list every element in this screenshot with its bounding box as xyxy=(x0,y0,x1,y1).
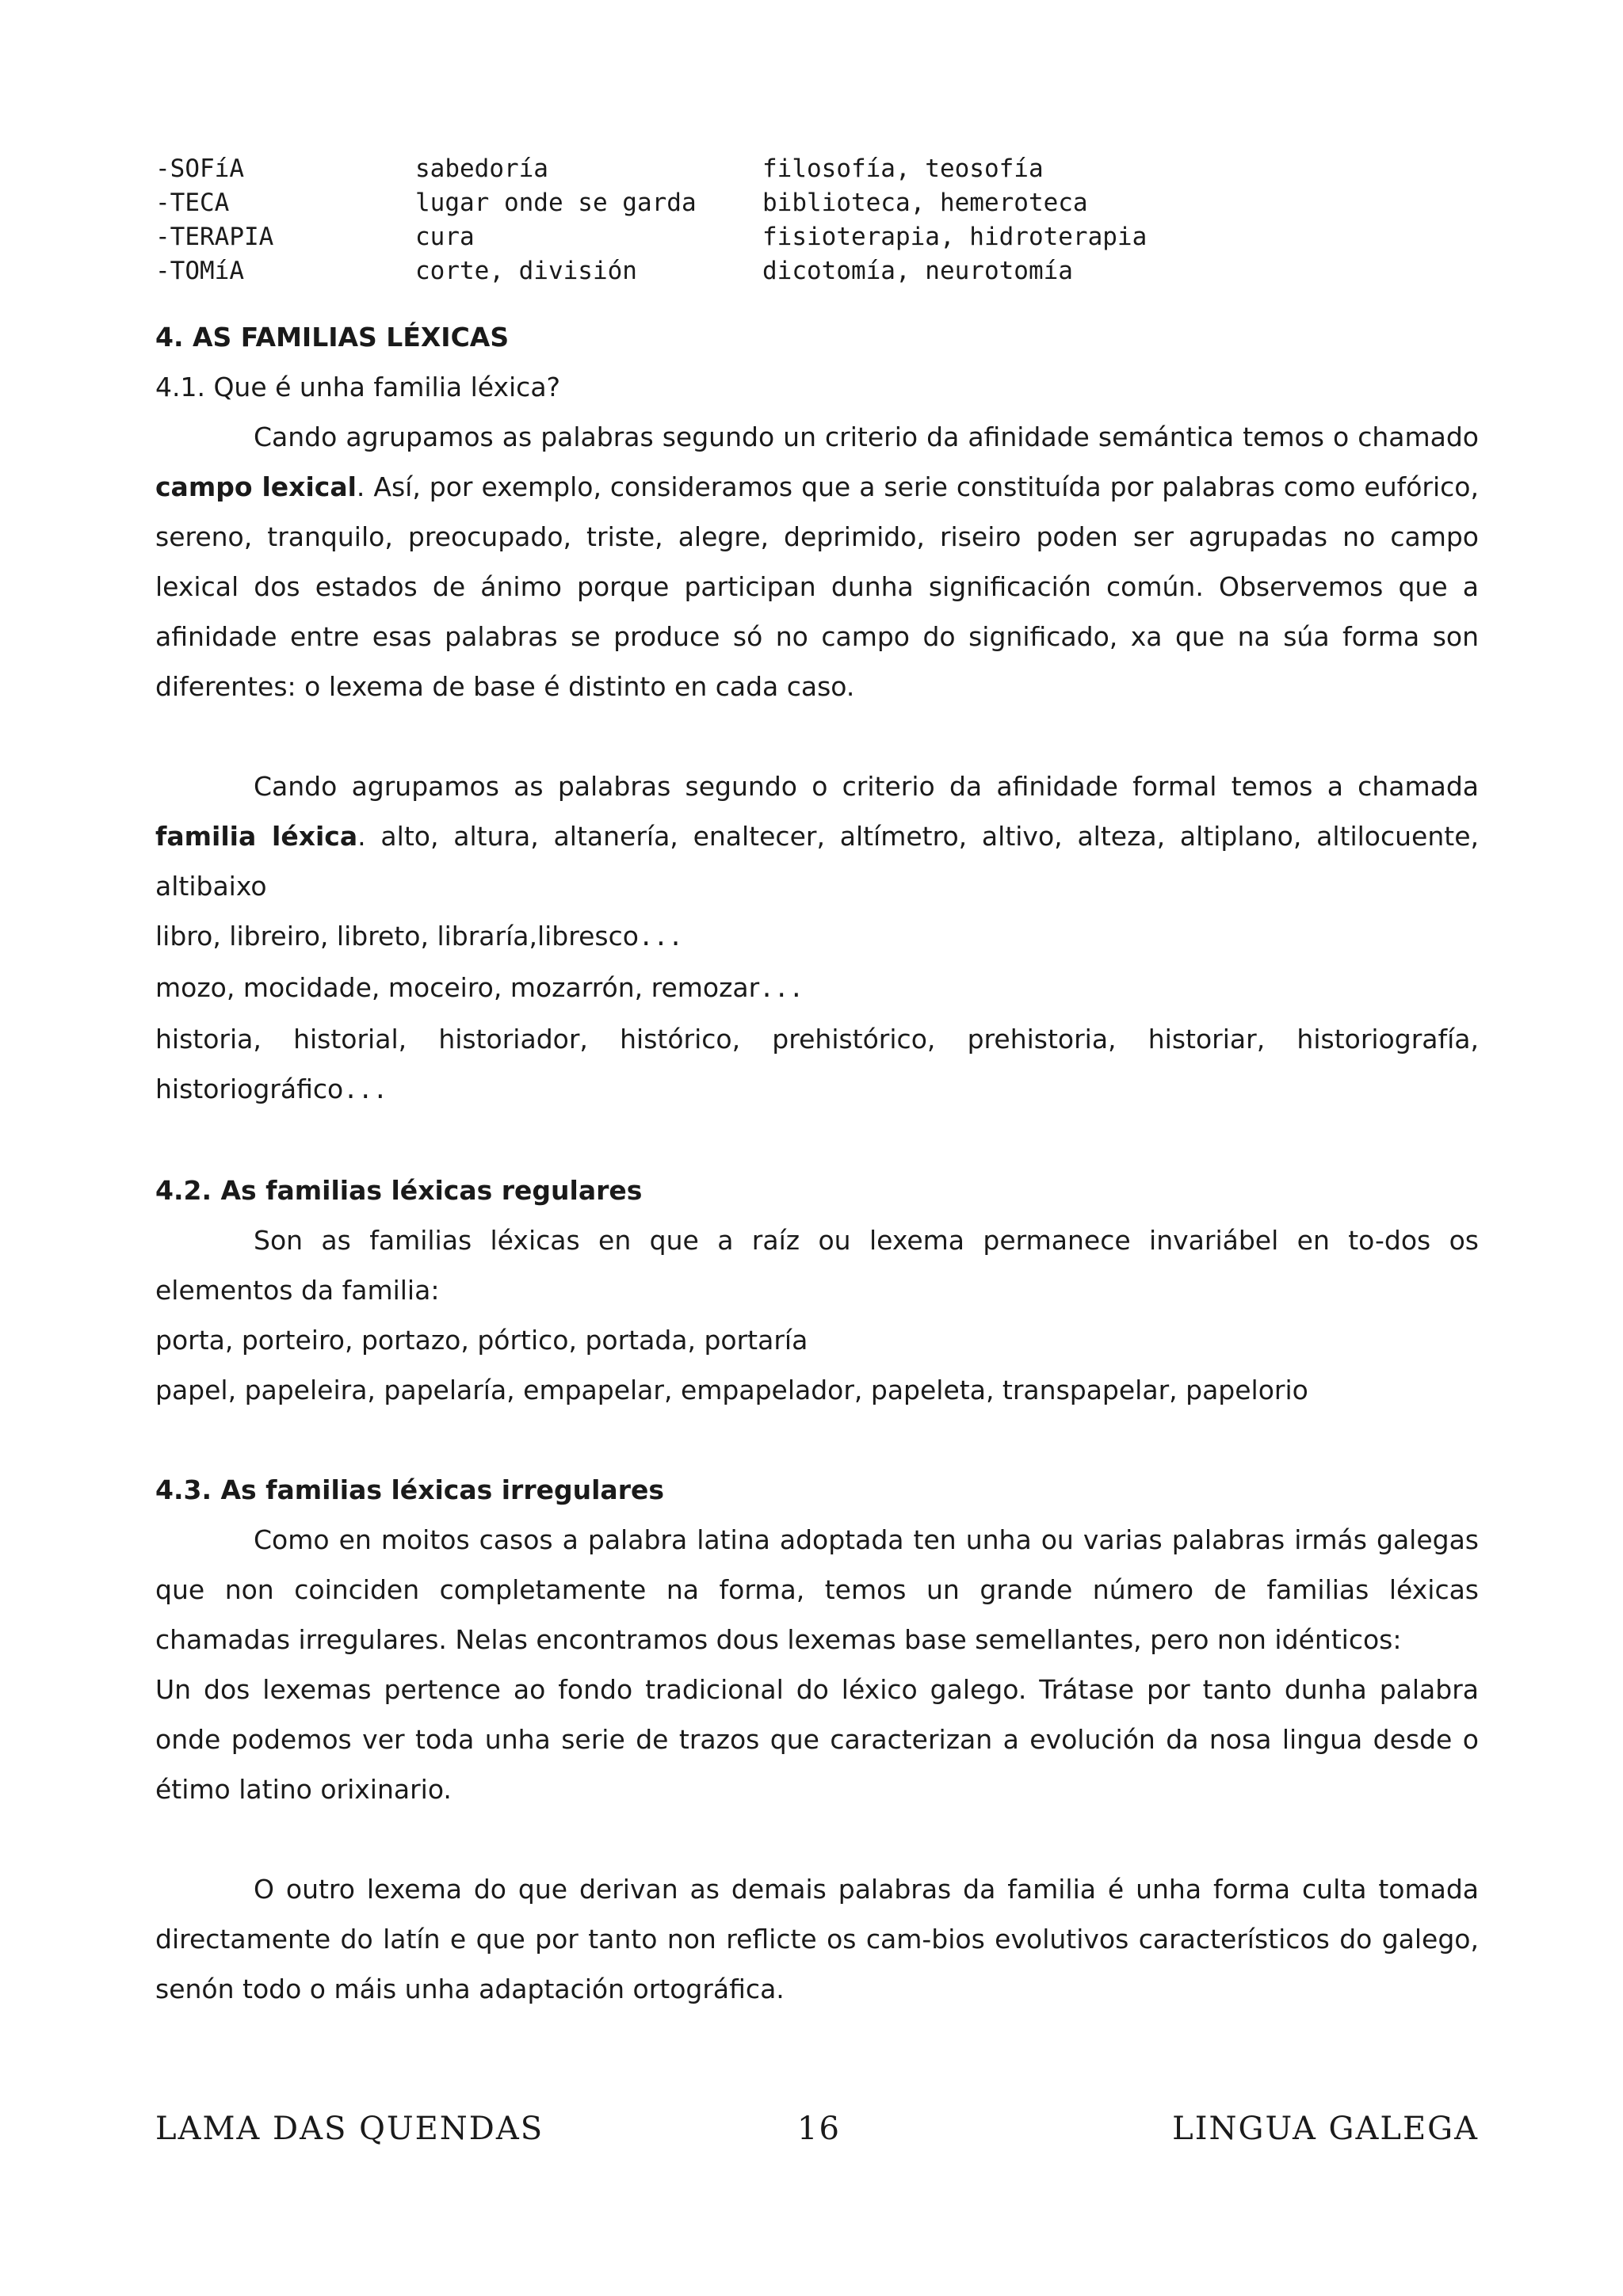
suffix-cell: -TECA xyxy=(155,189,230,217)
meaning-cell: cura xyxy=(415,223,475,251)
word-list-text: historia, historial, historiador, histórico, prehistórico, prehistoria, historiar, historiografía, historiográfico xyxy=(155,1024,1479,1104)
word-list xyxy=(155,1014,1479,1116)
paragraph: Son as familias léxicas en que a raíz ou lexema permanece invariábel en to-dos os elementos da familia: xyxy=(155,1225,1479,1306)
paragraph-familia-lexica xyxy=(155,761,1479,911)
meaning-cell: lugar onde se garda xyxy=(415,189,697,217)
examples-cell: biblioteca, hemeroteca xyxy=(762,189,1088,217)
paragraph: Un dos lexemas pertence ao fondo tradicional do léxico galego. Trátase por tanto dunha palabra onde podemos ver toda unha serie de trazos que caracterizan a evolución da nosa lingua desde o étimo latino orixinario. xyxy=(155,1674,1479,1805)
paragraph-campo-lexical xyxy=(155,412,1479,711)
paragraph-text: . Así, por exemplo, consideramos que a serie constituída por palabras como eufórico, sereno, tranquilo, preocupado, triste, alegre, deprimido, riseiro poden ser agrupadas no campo lexical dos estados de ánimo porque participan dunha significación común. Observemos que a afinidade entre esas palabras se produce só no campo do significado, xa que na súa forma son diferentes: o lexema de base é distinto en cada caso. xyxy=(155,471,1479,702)
ellipsis: ... xyxy=(759,974,804,1003)
section-heading: 4. AS FAMILIAS LÉXICAS xyxy=(155,322,510,353)
suffix-cell: -TERAPIA xyxy=(155,223,274,251)
footer-left-title: LAMA DAS QUENDAS xyxy=(155,2111,544,2147)
examples-cell: filosofía, teosofía xyxy=(762,154,1044,183)
suffix-cell: -SOFíA xyxy=(155,154,244,183)
bold-term: familia léxica xyxy=(155,821,358,852)
word-list: papel, papeleira, papelaría, empapelar, empapelador, papeleta, transpapelar, papelorio xyxy=(155,1375,1308,1405)
paragraph: O outro lexema do que derivan as demais palabras da familia é unha forma culta tomada directamente do latín e que por tanto non reflicte os cam-bios evolutivos característicos do galego, senón todo o máis unha adaptación ortográfica. xyxy=(155,1874,1479,2004)
bold-term: campo lexical xyxy=(155,471,357,502)
word-list xyxy=(155,963,1479,1014)
paragraph: Como en moitos casos a palabra latina adoptada ten unha ou varias palabras irmás galegas que non coinciden completamente na forma, temos un grande número de familias léxicas chamadas irregulares. Nelas encontramos dous lexemas base semellantes, pero non idénticos: xyxy=(155,1524,1479,1655)
word-list-text: mozo, mocidade, moceiro, mozarrón, remozar xyxy=(155,972,760,1003)
ellipsis: ... xyxy=(343,1076,388,1104)
subsection-heading: 4.2. As familias léxicas regulares xyxy=(155,1175,643,1206)
ellipsis: ... xyxy=(638,923,683,952)
footer-right-title: LINGUA GALEGA xyxy=(1172,2111,1479,2147)
suffix-cell: -TOMíA xyxy=(155,257,244,285)
meaning-cell: corte, división xyxy=(415,257,637,285)
paragraph-text: Cando agrupamos as palabras segundo un criterio da afinidade semántica temos o chamado xyxy=(254,421,1479,452)
paragraph-text: Cando agrupamos as palabras segundo o criterio da afinidade formal temos a chamada xyxy=(254,771,1479,802)
examples-cell: dicotomía, neurotomía xyxy=(762,257,1073,285)
word-list: porta, porteiro, portazo, pórtico, portada, portaría xyxy=(155,1325,808,1356)
examples-cell: fisioterapia, hidroterapia xyxy=(762,223,1148,251)
subsection-heading: 4.1. Que é unha familia léxica? xyxy=(155,372,561,402)
page-footer xyxy=(155,2111,1479,2158)
word-list xyxy=(155,911,1479,963)
document-page xyxy=(155,152,1479,2014)
meaning-cell: sabedoría xyxy=(415,154,548,183)
page-number: 16 xyxy=(797,2111,841,2147)
word-list-text: libro, libreiro, libreto, libraría,libresco xyxy=(155,921,639,952)
subsection-heading: 4.3. As familias léxicas irregulares xyxy=(155,1474,664,1505)
paragraph-text: . alto, altura, altanería, enaltecer, altímetro, altivo, alteza, altiplano, altilocuente, altibaixo xyxy=(155,821,1480,902)
suffix-table xyxy=(155,152,1479,288)
